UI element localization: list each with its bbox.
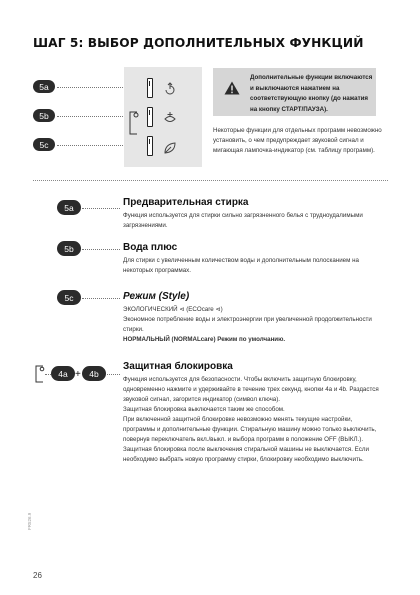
key-lock-icon <box>33 364 45 384</box>
leader-line <box>107 374 120 375</box>
option-button-5c <box>147 136 153 156</box>
leader-line <box>82 249 120 250</box>
section-text-prewash <box>123 211 385 231</box>
page-number: 26 <box>33 571 42 580</box>
note-text: Некоторые функции для отдельных программ невозможно установить, о чем предупреждает звуковой сигнал и мигающая лампочка-индикатор (см. таблицу программ). <box>213 127 382 154</box>
leader-line <box>57 145 123 146</box>
paragraph: ЭКОЛОГИЧЕСКИЙ ⊲ (ECOcare ⊲) <box>123 306 223 313</box>
section-text-mode-style <box>123 305 385 345</box>
page-title: ШАГ 5: ВЫБОР ДОПОЛНИТЕЛЬНЫХ ФУНКЦИЙ <box>33 36 364 50</box>
steam-refresh-icon <box>163 82 177 96</box>
section-badge-5a: 5a <box>57 200 81 215</box>
label-5c: 5c <box>33 138 55 151</box>
section-badge-5b: 5b <box>57 241 81 256</box>
separator-dotted <box>33 180 388 181</box>
warning-triangle-icon <box>224 81 240 95</box>
section-badge-4b: 4b <box>82 366 106 381</box>
paragraph: Для стирки с увеличенным количеством воды и дополнительным полосканием на некоторых программах. <box>123 257 359 274</box>
paragraph: Функция используется для безопасности. Чтобы включить защитную блокировку, одновременно нажмите и удерживайте в течение трех секунд, кнопки 4а и 4b. Раздастся звуковой сигнал, загорится индикатор (символ ключа). <box>123 376 379 403</box>
section-heading-child-lock: Защитная блокировка <box>123 361 233 372</box>
section-heading-prewash: Предварительная стирка <box>123 197 249 208</box>
eco-leaf-icon <box>163 141 177 155</box>
info-text: Дополнительные функции включаются и выключаются нажатием на соответствующую кнопку (до нажатия на кнопку СТАРТ/ПАУЗА). <box>250 74 373 113</box>
option-button-5a <box>147 78 153 98</box>
leader-line <box>82 208 120 209</box>
section-text-child-lock <box>123 375 385 465</box>
side-code: FR526.9 <box>27 512 32 530</box>
section-text-water-plus <box>123 256 385 276</box>
leader-line <box>57 116 123 117</box>
section-heading-mode-style: Режим (Style) <box>123 291 190 302</box>
label-5a: 5a <box>33 80 55 93</box>
section-badge-4a: 4a <box>51 366 75 381</box>
water-plus-icon <box>163 111 177 125</box>
paragraph: Защитная блокировка выключается таким же способом. <box>123 406 285 413</box>
plus-sign: + <box>75 369 81 380</box>
label-5b: 5b <box>33 109 55 122</box>
paragraph: При включенной защитной блокировке невозможно менять текущие настройки, программы и дополнительные функции. Стиральную машину можно только выключить, повернув переключатель вкл./выкл. и выбора программ в положение OFF (ВЫКЛ.). Защитная блокировка после выключения стиральной машины не выключается. Если необходимо выбрать новую программу стирки, блокировку необходимо выключить. <box>123 416 377 463</box>
info-box <box>213 68 376 116</box>
section-badge-5c: 5c <box>57 290 81 305</box>
section-heading-water-plus: Вода плюс <box>123 242 178 253</box>
key-lock-icon <box>127 109 141 137</box>
leader-line <box>57 87 123 88</box>
paragraph: Функция используется для стирки сильно загрязненного белья с трудноудалимыми загрязнениями. <box>123 212 363 229</box>
leader-line <box>82 298 120 299</box>
option-button-5b <box>147 107 153 127</box>
paragraph: Экономное потребление воды и электроэнергии при увеличенной продолжительности стирки. <box>123 316 372 333</box>
paragraph: НОРМАЛЬНЫЙ (NORMALcare) Режим по умолчанию. <box>123 336 286 343</box>
